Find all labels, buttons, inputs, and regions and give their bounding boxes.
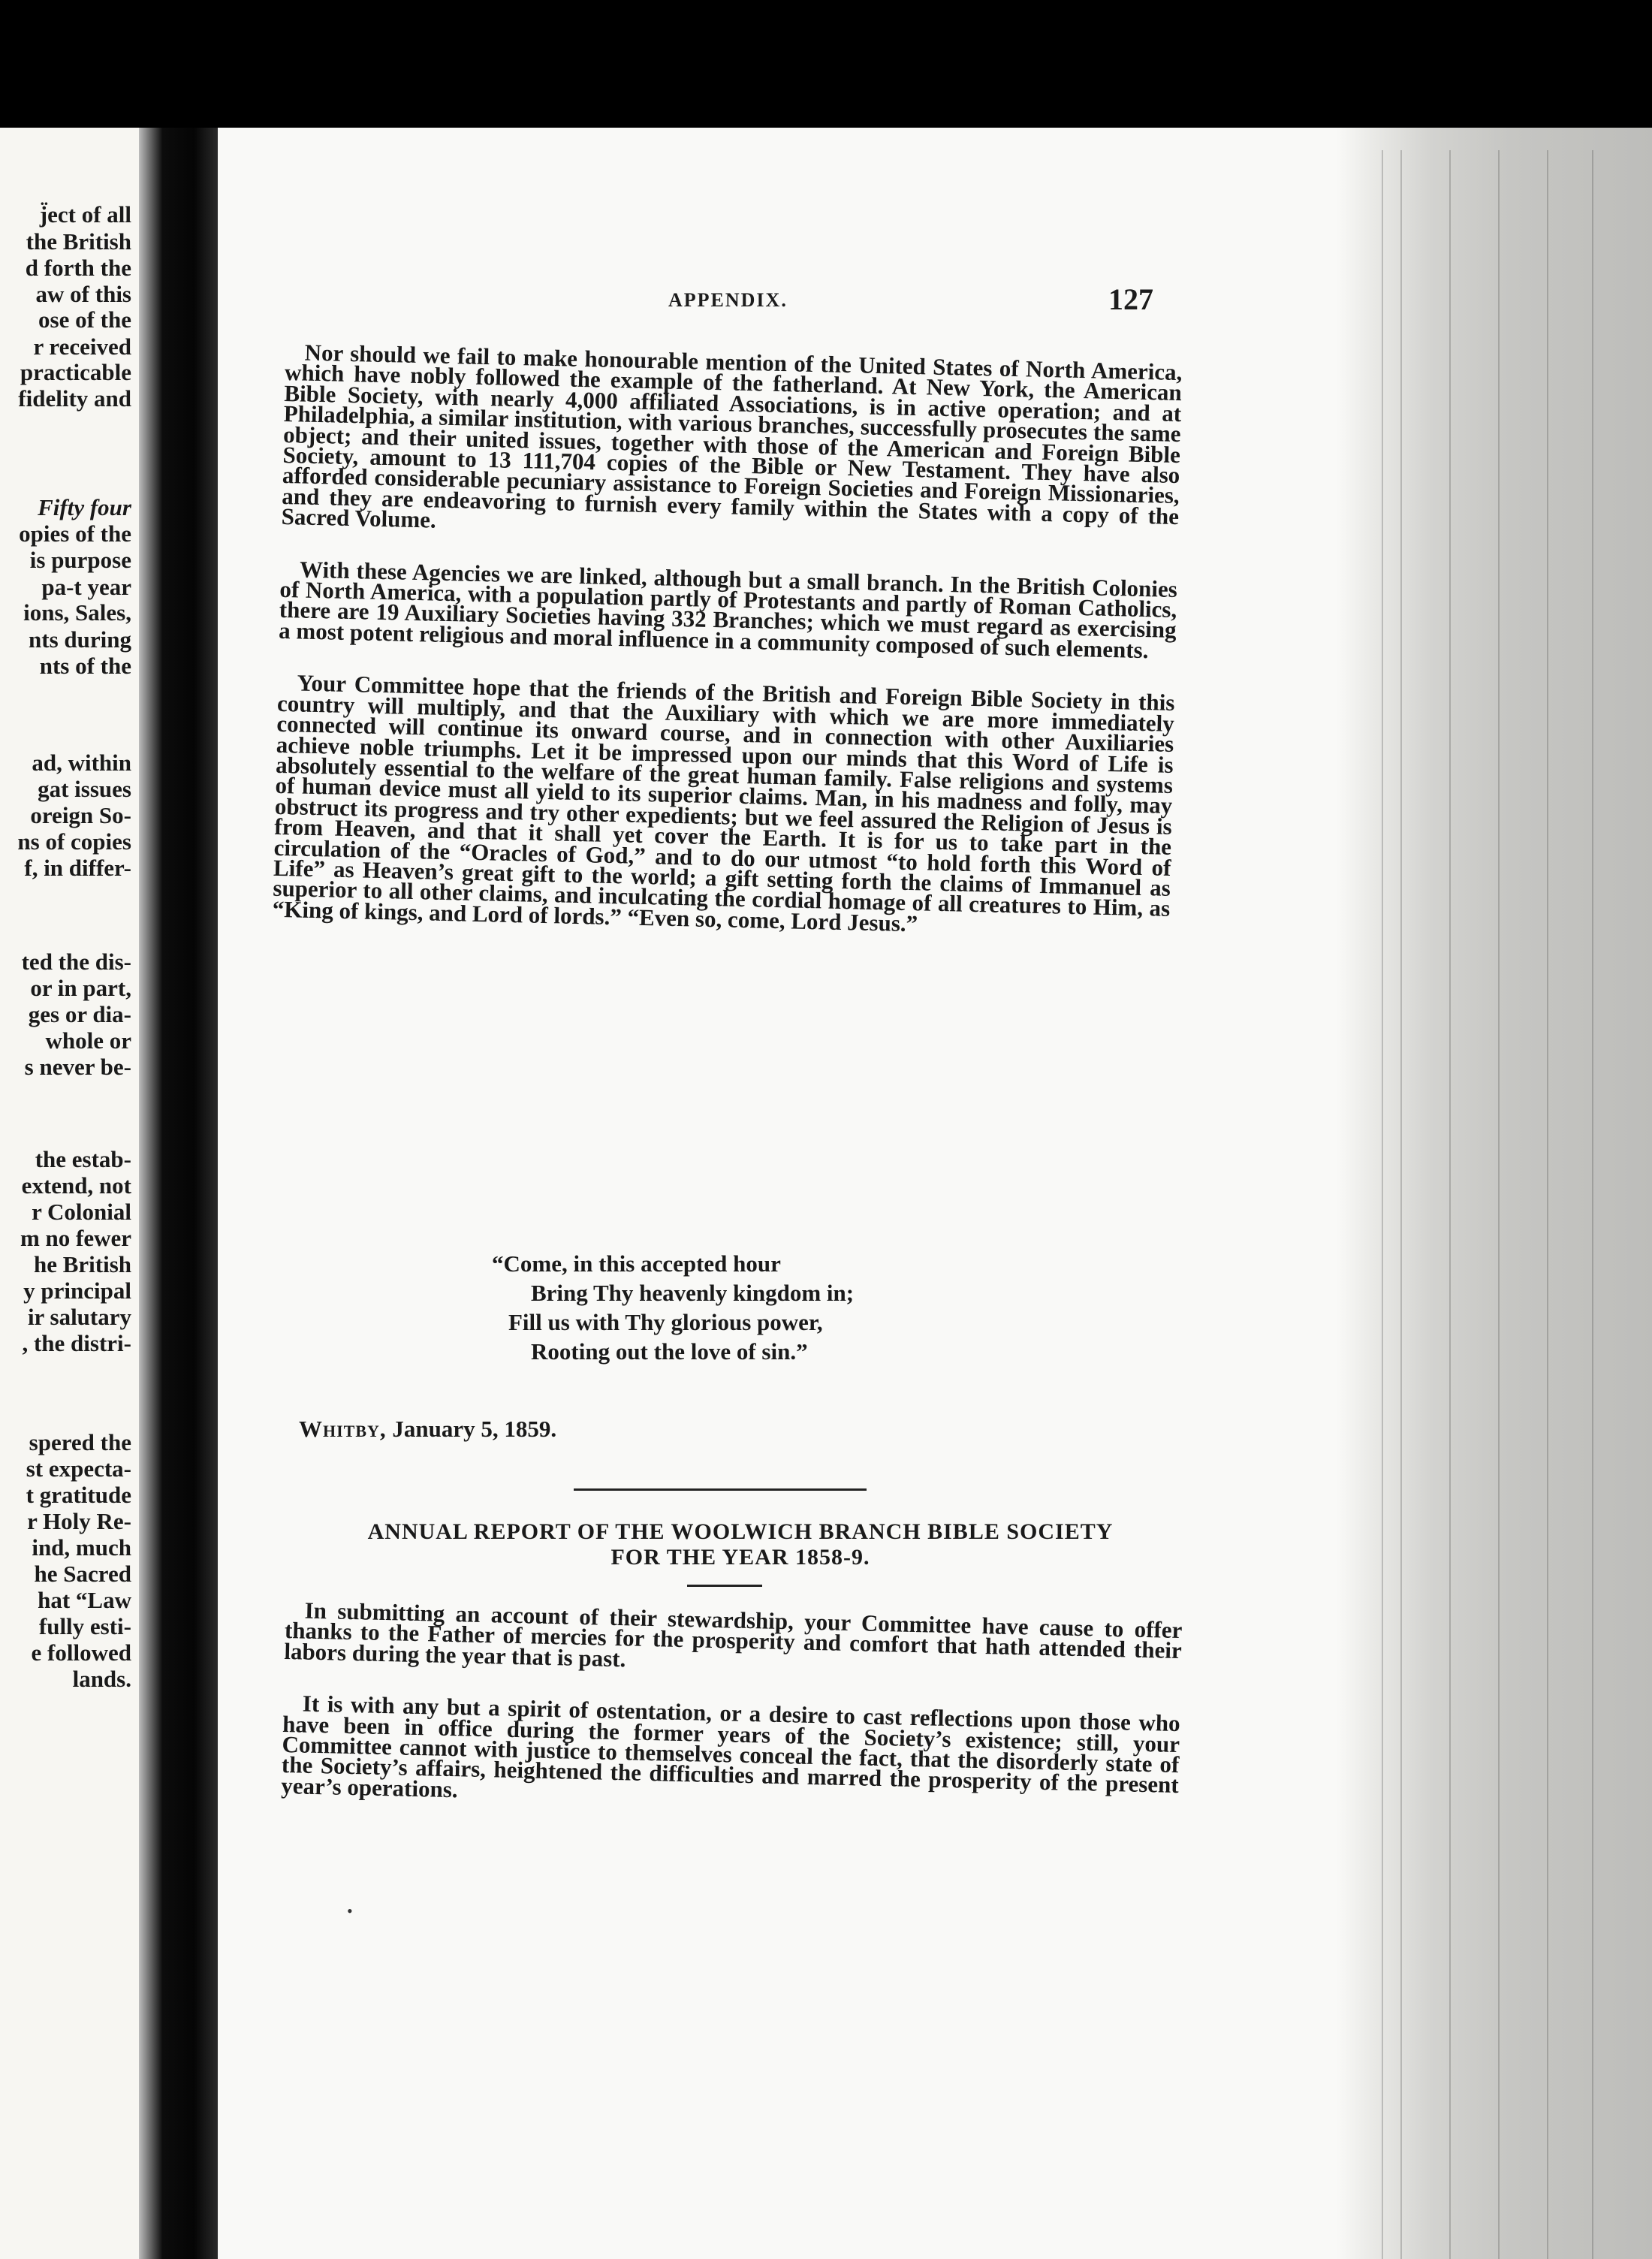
fragment-line: hat “Law	[38, 1587, 131, 1613]
poem-line: Bring Thy heavenly kingdom in;	[531, 1280, 855, 1306]
fragment-line: is purpose	[29, 547, 131, 573]
fragment-line: fully esti-	[38, 1613, 131, 1639]
stray-mark: •	[347, 1902, 353, 1920]
fragment-line: pa-t year	[41, 574, 131, 600]
fragment-line: ns of copies	[17, 828, 131, 855]
fragment-line: fidelity and	[18, 385, 131, 412]
fragment-line: j̈ect of all	[39, 201, 131, 228]
fragment-line: he British	[33, 1251, 131, 1277]
fragment-line: ose of the	[38, 306, 131, 333]
fragment-line: e followed	[31, 1639, 131, 1666]
fragment-line: extend, not	[21, 1172, 131, 1199]
appendix-body	[272, 339, 1183, 971]
fragment-line: oreign So-	[30, 802, 131, 828]
paragraph: With these Agencies we are linked, although but a small branch. In the British Colonies of North America, with a population partly of Protestants and partly of Roman Catholics, there are 19 Auxiliary Societies having 332 Branches; which we must regard as exercising a most potent religious and moral influence in a community composed of such elements.	[278, 556, 1178, 664]
book-page	[218, 128, 1652, 2259]
report-title-line: ANNUAL REPORT OF THE WOOLWICH BRANCH BIBLE SOCIETY	[367, 1519, 1114, 1544]
book-gutter	[139, 128, 218, 2259]
fragment-line: ges or dia-	[28, 1001, 131, 1027]
poem-line: Rooting out the love of sin.”	[531, 1338, 808, 1365]
paragraph: Your Committee hope that the friends of the British and Foreign Bible Society in this country will multiply, and that the Auxiliary with which we are more immediately connected will continue its onward course, and in connection with other Auxiliaries achieve noble triumphs. Let it be impressed upon our minds that this Word of Life is absolutely essential to the welfare of the great human family. False religions and systems of human device must all yield to its superior claims. Man, in his madness and folly, may obstruct its progress and try other expedients; but we feel assured the Religion of Jesus is from Heaven, and that it shall yet cover the Earth. It is for us to take part in the circulation of the “Oracles of God,” and to do our utmost “to hold forth this Word of Life” as Heaven’s great gift to the world; a gift setting forth the claims of Immanuel as superior to all other claims, and inculcating the cordial homage of all creatures to Him, as “King of kings, and Lord of lords.” “Even so, come, Lord Jesus.”	[272, 669, 1175, 937]
report-title	[275, 1519, 1206, 1570]
signature-place: Whitby,	[299, 1416, 387, 1442]
fragment-line: gat issues	[38, 776, 131, 802]
fragment-line: y principal	[23, 1277, 131, 1304]
fragment-line: spered the	[29, 1429, 131, 1455]
fragment-line: he Sacred	[34, 1561, 131, 1587]
fragment-line: st expecta-	[26, 1455, 131, 1482]
fragment-line: m no fewer	[20, 1225, 131, 1251]
poem-line: “Come, in this accepted hour	[492, 1250, 781, 1277]
title-underline	[687, 1585, 762, 1587]
paragraph: Nor should we fail to make honourable mention of the United States of North America, which have nobly followed the example of the fatherland. At New York, the American Bible Society, with nearly 4,000 affiliated Associations, is in active operation; and at Philadelphia, a similar institution, with various branches, successfully prosecutes the same object; and their united issues, together with those of the American and Foreign Bible Society, amount to 13 111,704 copies of the Bible or New Testament. They have also afforded considerable pecuniary assistance to Foreign Societies and Foreign Missionaries, and they are endeavoring to furnish every family within the States with a copy of the Sacred Volume.	[281, 339, 1183, 533]
poem-line: Fill us with Thy glorious power,	[508, 1309, 823, 1335]
fragment-line: opies of the	[19, 520, 131, 547]
fragment-line: aw of this	[35, 281, 131, 307]
fragment-line: ions, Sales,	[23, 599, 131, 626]
fragment-line: d forth the	[25, 255, 131, 281]
fragment-line: r Colonial	[32, 1199, 131, 1225]
fragment-line: lands.	[72, 1666, 131, 1692]
page-number: 127	[1108, 282, 1153, 316]
fragment-line: s never be-	[24, 1054, 131, 1080]
fragment-line: practicable	[20, 359, 131, 385]
fragment-line: t gratitude	[26, 1482, 131, 1508]
section-divider	[574, 1488, 867, 1491]
fragment-line: ted the dis-	[21, 949, 131, 975]
fragment-line: ind, much	[32, 1534, 131, 1561]
paragraph: It is with any but a spirit of ostentation, or a desire to cast reflections upon those who have been in office during the former years of the Society’s existence; still, your Committee cannot with justice to themselves conceal the fact, that the disorderly state of the Society’s affairs, heightened the difficulties and marred the prosperity of the present year’s operations.	[280, 1690, 1180, 1803]
poem	[492, 1249, 854, 1366]
previous-page-fragment	[0, 128, 139, 2259]
fragment-line: ir salutary	[27, 1304, 131, 1330]
fragment-line: r received	[33, 333, 131, 360]
fragment-line: Fifty four	[38, 494, 131, 520]
fragment-line: nts during	[29, 626, 131, 653]
running-header: APPENDIX.	[668, 289, 788, 311]
fragment-line: r Holy Re-	[27, 1508, 131, 1534]
fragment-line: the estab-	[35, 1146, 131, 1172]
report-body	[280, 1597, 1183, 1847]
fragment-line: or in part,	[30, 975, 131, 1001]
report-title-line: FOR THE YEAR 1858-9.	[610, 1545, 870, 1570]
fragment-line: whole or	[45, 1027, 131, 1054]
signature-line	[299, 1416, 556, 1443]
paragraph: In submitting an account of their stewardship, your Committee have cause to offer thanks to the Father of mercies for the prosperity and comfort that hath attended their labors during the year that is past.	[284, 1597, 1183, 1672]
fragment-line: nts of the	[39, 653, 131, 679]
signature-date: January 5, 1859.	[392, 1416, 557, 1442]
page-edge-shading	[1337, 128, 1652, 2259]
fragment-line: ad, within	[32, 749, 131, 776]
fragment-line: the British	[26, 228, 131, 255]
fragment-line: , the distri-	[22, 1330, 131, 1356]
fragment-line: f, in differ-	[24, 855, 131, 881]
